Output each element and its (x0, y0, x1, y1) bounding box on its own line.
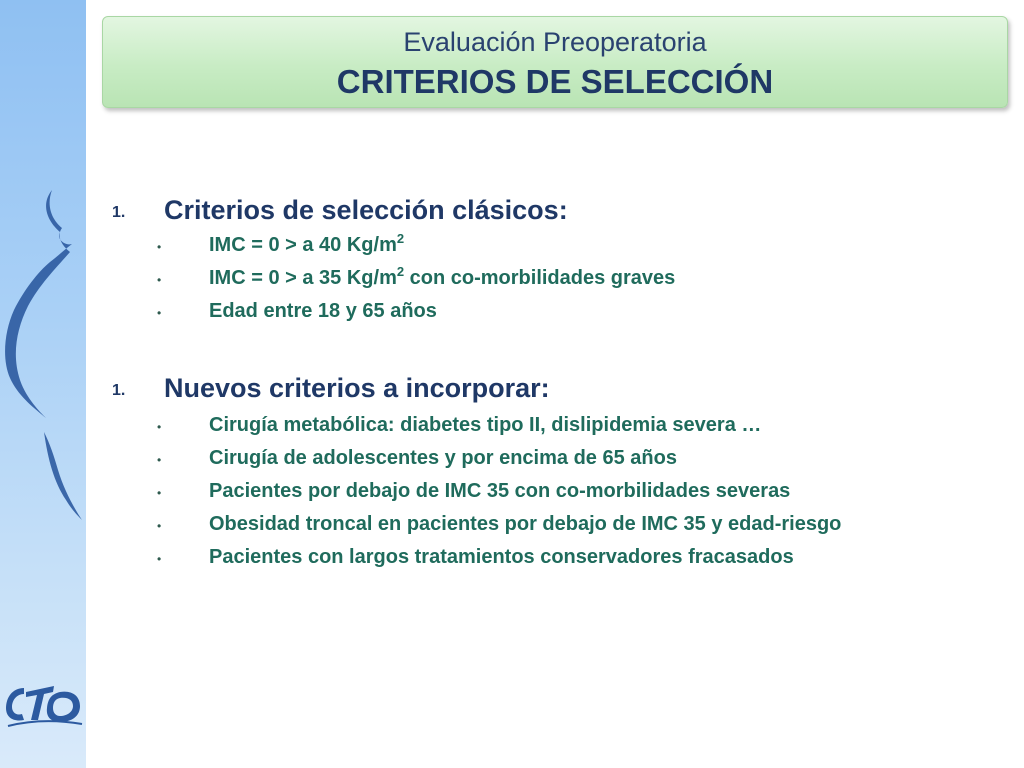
bullet-marker: • (157, 453, 162, 467)
list-item-text: Cirugía metabólica: diabetes tipo II, dislipidemia severa … (209, 414, 762, 436)
list-item-text: Cirugía de adolescentes y por encima de 65 años (209, 447, 677, 469)
bullet-marker: • (157, 273, 162, 287)
side-decoration-band (0, 0, 86, 768)
section-number: 1. (112, 204, 126, 221)
bullet-marker: • (157, 240, 162, 254)
section-title: Criterios de selección clásicos: (164, 195, 568, 225)
superscript: 2 (396, 264, 405, 279)
slide-subtitle: Evaluación Preoperatoria (403, 27, 707, 57)
section-title: Nuevos criterios a incorporar: (164, 373, 550, 403)
bullet-marker: • (157, 552, 162, 566)
list-item-text: Pacientes con largos tratamientos conservadores fracasados (209, 546, 794, 568)
list-item-text: Obesidad troncal en pacientes por debajo de IMC 35 y edad-riesgo (209, 513, 842, 535)
slide-title: CRITERIOS DE SELECCIÓN (336, 63, 774, 100)
list-item-text: IMC = 0 > a 40 $Kg/m^2$ (209, 231, 405, 256)
bullet-marker: • (157, 420, 162, 434)
profile-silhouette-icon (0, 0, 86, 768)
list-item-text: IMC = 0 > a 35 $Kg/m^2$ con co-morbilidades graves (209, 264, 676, 289)
section-number: 1. (112, 382, 126, 399)
list-item-text: Pacientes por debajo de IMC 35 con co-morbilidades severas (209, 480, 791, 502)
cto-logo (2, 676, 84, 730)
superscript: 2 (396, 231, 405, 246)
bullet-marker: • (157, 486, 162, 500)
bullet-marker: • (157, 306, 162, 320)
bullet-marker: • (157, 519, 162, 533)
title-banner (102, 16, 1008, 108)
list-item-text: Edad entre 18 y 65 años (209, 300, 437, 322)
